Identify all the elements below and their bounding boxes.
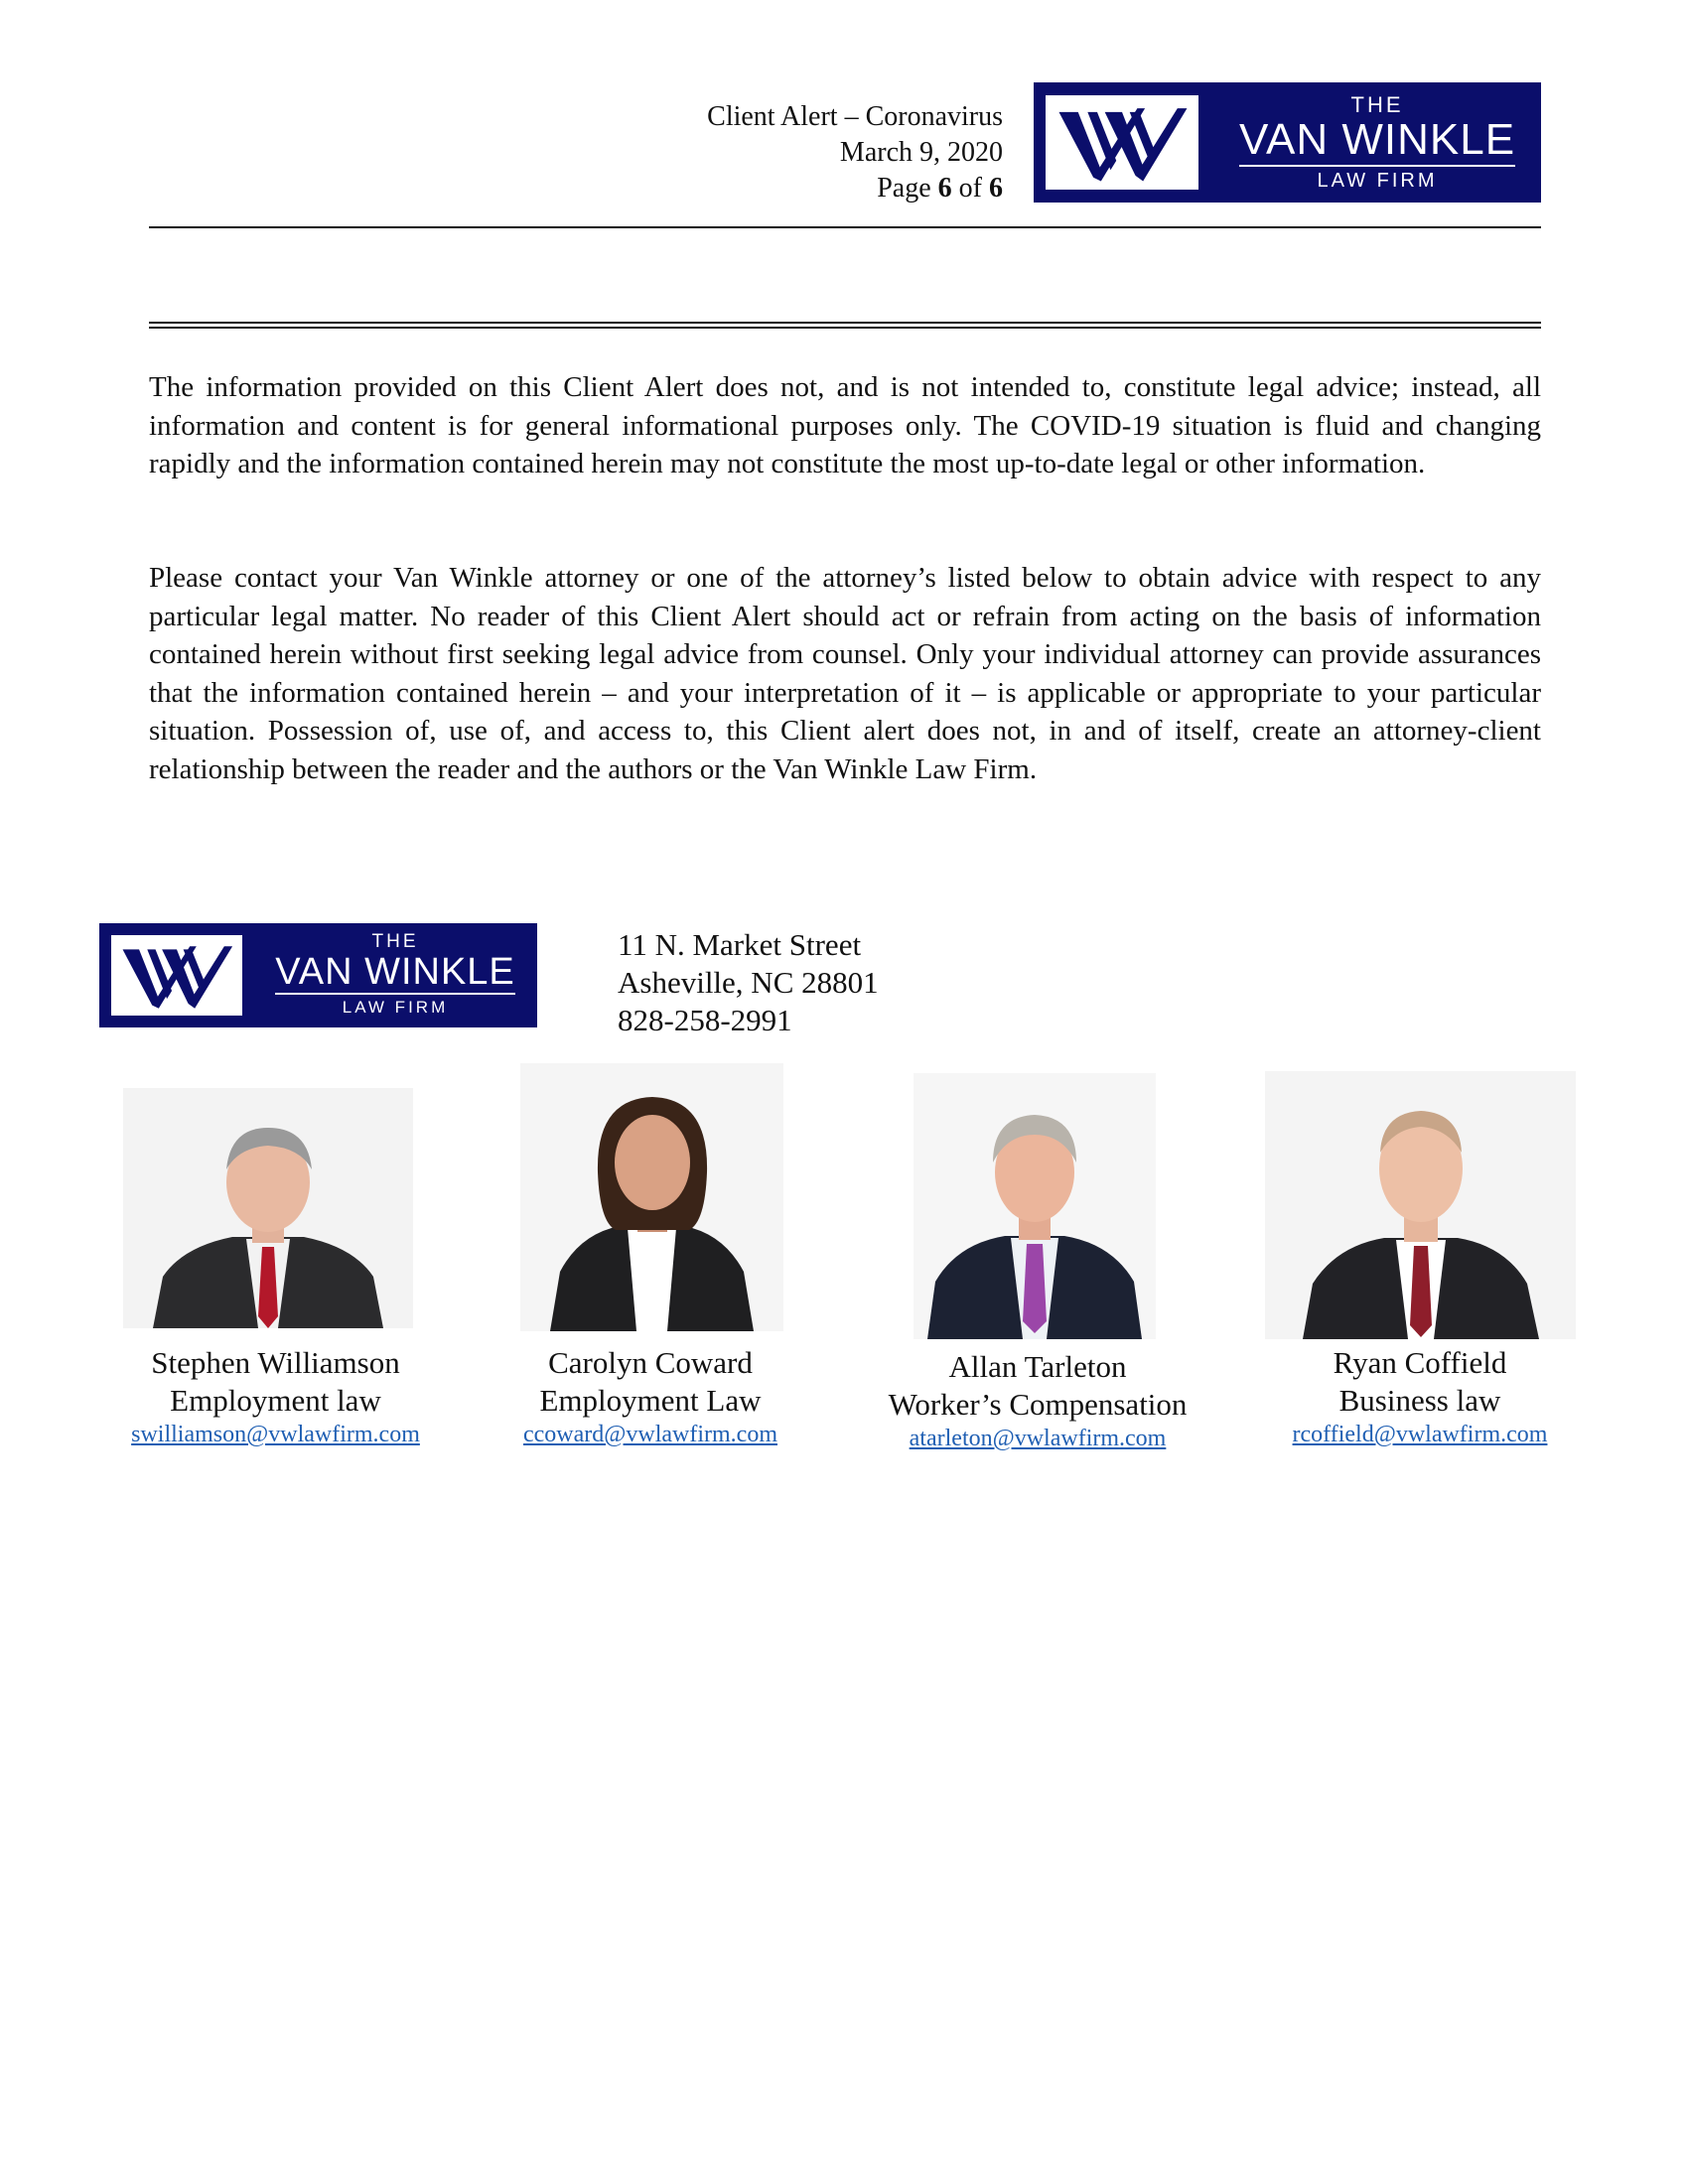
- practice-area: Employment law: [170, 1383, 381, 1418]
- firm-address: [618, 926, 879, 1039]
- attorney-name: Allan Tarleton: [948, 1349, 1127, 1384]
- attorney-email-link[interactable]: swilliamson@vwlawfirm.com: [131, 1422, 420, 1447]
- attorney-name: Stephen Williamson: [151, 1345, 400, 1380]
- attorney-card: [84, 1344, 467, 1449]
- attorney-name: Ryan Coffield: [1333, 1345, 1507, 1380]
- vw-monogram-icon: [1043, 92, 1201, 193]
- page-number: Page 6 of 6: [877, 173, 1003, 204]
- contact-paragraph: Please contact your Van Winkle attorney or one of the attorney’s listed below to obtain advice with respect to any particular legal matter. No reader of this Client Alert should act or refrain from acting on the basis of information contained herein without first seeking legal advice from counsel. Only your individual attorney can provide assurances that the information contained herein – and your interpretation of it – is applicable or appropriate to your particular situation. Possession of, use of, and access to, this Client alert does not, in and of itself, create an attorney-client relationship between the reader and the authors or the Van Winkle Law Firm.: [149, 562, 1541, 785]
- attorney-photo-williamson: [123, 1088, 413, 1328]
- attorney-photo-coward: [520, 1063, 783, 1331]
- section-divider-top: [149, 322, 1541, 324]
- page-current: 6: [937, 173, 952, 204]
- disclaimer-paragraph: The information provided on this Client Alert does not, and is not intended to, constitute legal advice; instead, all information and content is for general informational purposes only. The COVID-19 situation is fluid and changing rapidly and the information contained herein may not constitute the most up-to-date legal or other information.: [149, 371, 1541, 479]
- attorney-card: [844, 1348, 1231, 1453]
- practice-area: Worker’s Compensation: [888, 1387, 1188, 1422]
- attorney-email-link[interactable]: ccoward@vwlawfirm.com: [522, 1422, 777, 1447]
- attorney-name: Carolyn Coward: [548, 1345, 753, 1380]
- firm-name: THE VAN WINKLE LAW FIRM: [1238, 92, 1516, 192]
- attorney-card: [467, 1344, 834, 1449]
- attorney-card: [1231, 1344, 1609, 1449]
- firm-logo-header: [1034, 82, 1541, 203]
- header-date: March 9, 2020: [839, 137, 1003, 168]
- address-city: Asheville, NC 28801: [618, 965, 879, 1000]
- firm-name: THE VAN WINKLE LAW FIRM: [275, 931, 515, 1017]
- header-title: Client Alert – Coronavirus: [707, 101, 1003, 132]
- address-phone: 828-258-2991: [618, 1003, 792, 1037]
- attorney-photo-tarleton: [914, 1073, 1156, 1339]
- section-divider-bottom: [149, 327, 1541, 329]
- address-street: 11 N. Market Street: [618, 927, 862, 962]
- practice-area: Business law: [1338, 1383, 1501, 1418]
- page-header: [586, 99, 1003, 206]
- vw-monogram-icon: [108, 932, 245, 1019]
- practice-area: Employment Law: [539, 1383, 762, 1418]
- page-total: 6: [989, 173, 1003, 204]
- attorney-email-link[interactable]: atarleton@vwlawfirm.com: [909, 1426, 1167, 1451]
- header-divider: [149, 226, 1541, 228]
- attorney-email-link[interactable]: rcoffield@vwlawfirm.com: [1292, 1422, 1548, 1447]
- attorney-photo-coffield: [1265, 1071, 1576, 1339]
- firm-logo-footer: [99, 923, 537, 1027]
